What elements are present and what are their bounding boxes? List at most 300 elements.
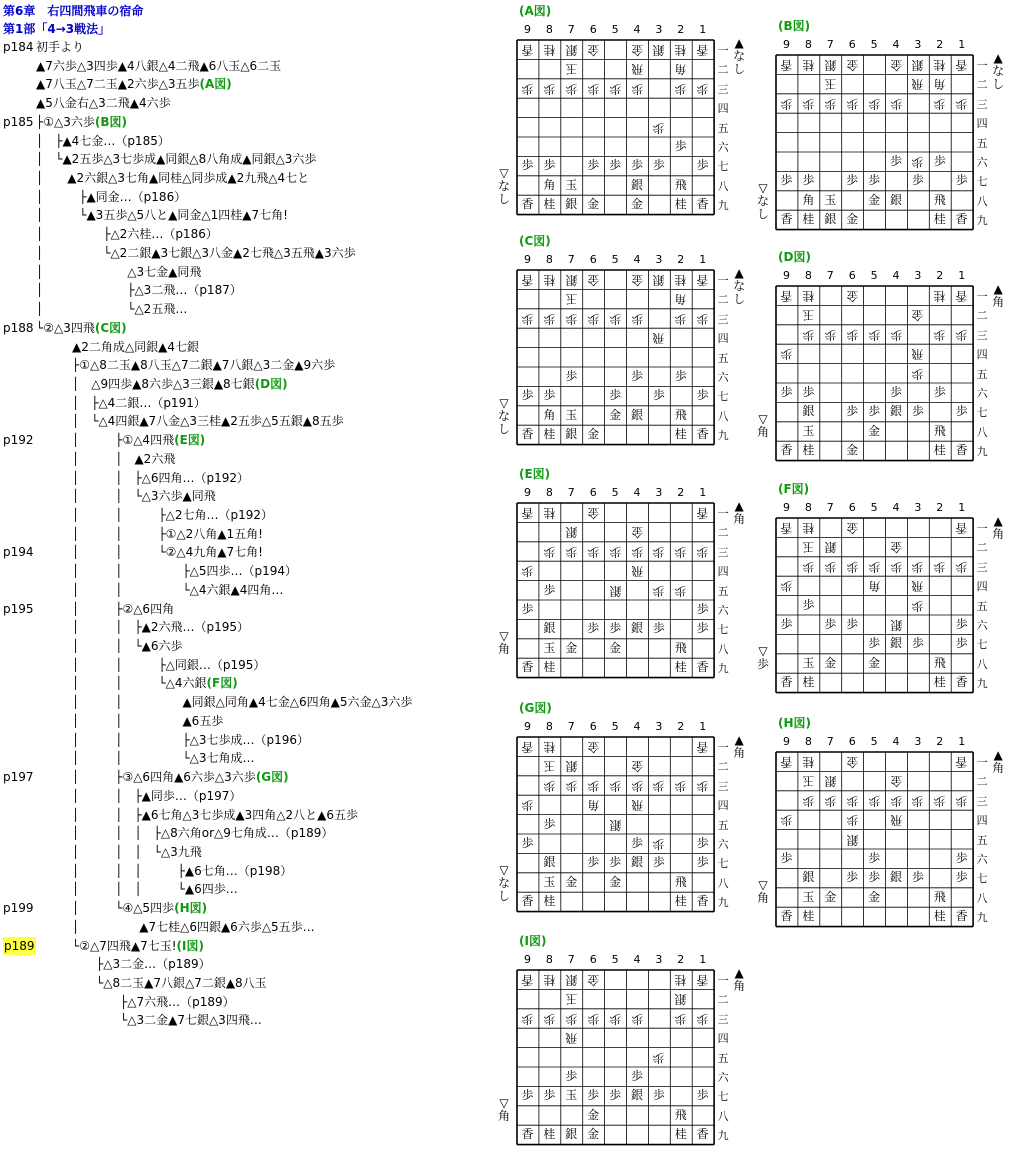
sente-piece: 歩	[543, 158, 556, 173]
sente-piece: 銀	[565, 197, 578, 212]
gote-piece: 銀	[652, 43, 665, 57]
move-line	[36, 918, 315, 936]
move-text: │ ├▲同金…（p186）	[36, 189, 187, 204]
sente-piece: 歩	[674, 369, 687, 383]
file-label: 9	[783, 735, 790, 748]
sente-piece: 香	[780, 212, 793, 227]
sente-piece: 桂	[543, 197, 556, 212]
rank-label: 九	[717, 429, 729, 443]
board-label: (I図)	[519, 934, 547, 948]
gote-piece: 歩	[609, 81, 622, 96]
gote-piece: 歩	[652, 1050, 665, 1065]
rank-label: 三	[717, 312, 729, 326]
move-line	[36, 824, 333, 842]
gote-piece: 歩	[696, 544, 709, 559]
sente-piece: 金	[587, 1107, 600, 1122]
file-label: 4	[892, 38, 900, 51]
gote-piece: 銀	[609, 583, 622, 598]
sente-piece: 歩	[955, 617, 968, 631]
move-line	[36, 300, 187, 318]
sente-piece: 桂	[933, 212, 946, 227]
gote-piece: 歩	[955, 793, 968, 808]
sente-piece: 金	[824, 655, 837, 670]
chapter-title: 第6章 右四間飛車の宿命	[3, 4, 144, 18]
sente-piece: 玉	[543, 874, 556, 889]
gote-piece: 歩	[890, 327, 903, 342]
gote-piece: 銀	[890, 618, 903, 632]
figure-ref: (H図)	[174, 901, 208, 916]
gote-piece: 歩	[802, 96, 815, 111]
file-label: 2	[936, 735, 944, 748]
gote-piece: 香	[955, 521, 968, 535]
gote-piece: 香	[521, 973, 534, 987]
move-text: │ │ ├△3七歩成…（p196）	[36, 732, 310, 747]
file-label: 3	[914, 269, 922, 282]
rank-label: 二	[717, 63, 729, 77]
gote-piece: 歩	[674, 583, 687, 598]
gote-piece: 歩	[868, 327, 881, 342]
sente-piece: 銀	[630, 177, 643, 192]
gote-piece: 玉	[543, 759, 556, 774]
move-text: │ └△4四銀▲7八金△3三桂▲2五歩△5五銀▲8五歩	[36, 414, 344, 429]
file-label: 9	[524, 253, 531, 266]
board-label: (G図)	[519, 701, 552, 715]
gote-piece: 金	[890, 774, 903, 789]
move-line	[36, 394, 206, 412]
file-label: 5	[611, 253, 619, 266]
sente-piece: 桂	[933, 675, 946, 690]
move-text: ├①△8二玉▲8八玉△7二銀▲7八銀△3二金▲9六歩	[36, 358, 336, 373]
rank-label: 八	[717, 1109, 729, 1123]
file-label: 3	[655, 23, 663, 36]
rank-label: 七	[976, 872, 988, 886]
rank-label: 一	[717, 274, 729, 287]
file-label: 9	[783, 501, 790, 514]
gote-piece: 桂	[802, 58, 815, 72]
rank-label: 二	[717, 760, 729, 774]
sente-piece: 飛	[933, 655, 946, 670]
page-ref: p184	[3, 40, 34, 54]
file-label: 7	[567, 253, 575, 266]
move-text: │ │ ├▲2六飛…（p195）	[36, 620, 250, 635]
file-label: 6	[589, 486, 597, 499]
gote-piece: 香	[696, 43, 709, 57]
file-label: 7	[567, 953, 575, 966]
rank-label: 六	[717, 141, 729, 154]
gote-piece: 歩	[696, 1011, 709, 1026]
gote-piece: 香	[780, 289, 793, 303]
move-text: │ △3七金▲同飛	[36, 264, 202, 279]
rank-label: 五	[976, 367, 988, 381]
gote-piece: 歩	[587, 81, 600, 96]
gote-piece: 角	[933, 77, 946, 92]
gote-piece: 飛	[911, 579, 924, 594]
gote-piece: 歩	[933, 96, 946, 111]
rank-label: 九	[717, 199, 729, 213]
sente-piece: 玉	[802, 889, 815, 904]
sente-piece: 歩	[696, 158, 709, 173]
file-label: 5	[611, 23, 619, 36]
rank-label: 三	[976, 328, 988, 342]
move-line	[36, 1011, 262, 1029]
sente-piece: 香	[780, 909, 793, 924]
gote-piece: 銀	[565, 525, 578, 540]
sente-piece: 歩	[696, 855, 709, 870]
sente-piece: 歩	[933, 154, 946, 168]
move-line	[36, 955, 211, 973]
file-label: 9	[524, 953, 531, 966]
rank-label: 一	[717, 44, 729, 57]
sente-piece: 玉	[543, 640, 556, 655]
move-text: │ │ ├▲6七角△3七歩成▲3四角△2八と▲6五歩	[36, 807, 358, 822]
sente-piece: 歩	[652, 388, 665, 403]
rank-label: 六	[717, 604, 729, 617]
gote-piece: 歩	[911, 366, 924, 381]
gote-piece: 歩	[631, 311, 644, 326]
gote-piece: 香	[521, 740, 534, 754]
sente-piece: 歩	[868, 636, 881, 651]
sente-piece: 歩	[609, 621, 622, 636]
board-label: (E図)	[519, 467, 551, 481]
rank-label: 四	[717, 102, 729, 116]
gote-piece: 歩	[587, 544, 600, 559]
rank-label: 一	[717, 741, 729, 754]
gote-piece: 金	[631, 273, 644, 287]
gote-piece: 金	[890, 540, 903, 555]
rank-label: 八	[976, 891, 988, 905]
sente-piece: 歩	[630, 158, 643, 173]
file-label: 8	[804, 38, 812, 51]
page-ref: p199	[3, 901, 34, 916]
rank-label: 七	[717, 390, 729, 404]
move-text: │ │ ▲6五歩	[36, 713, 224, 728]
sente-piece: 桂	[802, 675, 815, 690]
move-text: │ │ │ ├▲6七角…（p198）	[36, 863, 293, 878]
move-line	[36, 38, 84, 56]
gote-piece: 香	[955, 289, 968, 303]
gote-piece: 香	[780, 58, 793, 72]
sente-piece: 歩	[889, 385, 902, 399]
rank-label: 二	[976, 541, 988, 555]
sente-piece: 歩	[955, 173, 968, 188]
sente-piece: 金	[587, 427, 600, 442]
rank-label: 六	[717, 838, 729, 851]
gote-piece: 桂	[802, 521, 815, 535]
gote-piece: 歩	[521, 564, 534, 579]
rank-label: 三	[976, 560, 988, 574]
file-label: 2	[936, 501, 944, 514]
sente-piece: 桂	[543, 894, 556, 909]
gote-piece: 歩	[521, 1011, 534, 1026]
sente-piece: 銀	[543, 621, 556, 636]
gote-piece: 香	[780, 755, 793, 769]
gote-piece: 歩	[780, 579, 793, 594]
move-line	[36, 169, 309, 187]
file-label: 5	[870, 501, 878, 514]
sente-hand: ▲角	[992, 748, 1005, 775]
file-label: 3	[914, 735, 922, 748]
file-label: 6	[848, 269, 856, 282]
file-label: 5	[870, 38, 878, 51]
move-text: │ │ │ └▲6四歩…	[36, 882, 238, 897]
file-label: 1	[958, 269, 966, 282]
gote-piece: 銀	[824, 774, 837, 789]
move-text: ├△3二金…（p189）	[36, 957, 211, 972]
page-ref: p194	[3, 545, 34, 560]
move-text: │ ├②△6四角	[36, 601, 175, 616]
file-label: 3	[655, 486, 663, 499]
rank-label: 八	[976, 657, 988, 671]
rank-label: 四	[717, 332, 729, 346]
rank-label: 五	[717, 351, 729, 365]
move-line	[36, 450, 175, 468]
rank-label: 一	[976, 290, 988, 303]
gote-piece: 歩	[933, 327, 946, 342]
sente-piece: 飛	[674, 874, 687, 889]
move-text: │ └△2五飛…	[36, 302, 188, 317]
move-line	[36, 150, 316, 168]
sente-piece: 歩	[609, 855, 622, 870]
rank-label: 五	[717, 121, 729, 135]
move-text: │ │ │ ├△8六角or△9七角成…（p189）	[36, 826, 334, 841]
figure-ref: (D図)	[254, 376, 288, 391]
move-text: 初手より	[36, 40, 85, 54]
rank-label: 九	[976, 911, 988, 925]
file-label: 2	[677, 953, 685, 966]
gote-piece: 歩	[543, 1011, 556, 1026]
rank-label: 四	[976, 117, 988, 131]
move-line	[36, 94, 171, 112]
file-label: 8	[545, 253, 553, 266]
sente-piece: 金	[587, 197, 600, 212]
file-label: 8	[545, 953, 553, 966]
rank-label: 二	[717, 526, 729, 540]
sente-piece: 桂	[802, 443, 815, 458]
move-text: │ └▲3五歩△5八と▲同金△1四桂▲7七角!	[36, 208, 288, 223]
move-text: ▲5八金右△3二飛▲4六歩	[36, 96, 171, 111]
rank-label: 三	[717, 545, 729, 559]
sente-piece: 歩	[565, 1069, 578, 1083]
file-label: 1	[699, 720, 707, 733]
gote-piece: 歩	[674, 778, 687, 793]
sente-piece: 歩	[521, 602, 534, 616]
gote-piece: 飛	[911, 77, 924, 92]
sente-piece: 歩	[652, 1088, 665, 1103]
sente-piece: 金	[630, 197, 643, 212]
rank-label: 八	[717, 876, 729, 890]
gote-piece: 金	[846, 521, 859, 535]
move-text: │ ├①△4四飛	[36, 433, 175, 448]
gote-piece: 飛	[911, 347, 924, 362]
move-line	[36, 506, 273, 524]
gote-piece: 歩	[696, 778, 709, 793]
move-text: │ ├△3二飛…（p187）	[36, 283, 242, 298]
sente-piece: 桂	[674, 1127, 687, 1142]
sente-piece: 銀	[543, 855, 556, 870]
sente-piece: 銀	[889, 636, 902, 651]
file-label: 2	[677, 253, 685, 266]
gote-hand: ▽角	[497, 628, 510, 656]
sente-piece: 銀	[889, 192, 902, 207]
move-line	[36, 581, 283, 599]
sente-piece: 桂	[543, 660, 556, 675]
rank-label: 六	[717, 371, 729, 384]
gote-piece: 金	[846, 755, 859, 769]
gote-piece: 歩	[521, 311, 534, 326]
sente-piece: 玉	[802, 655, 815, 670]
rank-label: 四	[717, 1032, 729, 1046]
sente-piece: 桂	[674, 894, 687, 909]
sente-piece: 歩	[630, 1069, 643, 1083]
sente-piece: 歩	[911, 870, 924, 885]
gote-piece: 桂	[674, 273, 687, 287]
sente-piece: 歩	[543, 582, 556, 597]
file-label: 7	[826, 501, 834, 514]
rank-label: 八	[717, 179, 729, 193]
sente-piece: 角	[543, 177, 556, 192]
sente-piece: 銀	[824, 212, 837, 227]
file-label: 4	[633, 23, 641, 36]
gote-piece: 歩	[631, 81, 644, 96]
gote-piece: 銀	[846, 832, 859, 847]
gote-hand: ▽角	[756, 411, 769, 439]
sente-piece: 飛	[674, 177, 687, 192]
sente-piece: 銀	[565, 427, 578, 442]
board-label: (F図)	[778, 482, 810, 496]
board-label: (H図)	[778, 716, 812, 730]
rank-label: 三	[717, 779, 729, 793]
gote-piece: 歩	[824, 793, 837, 808]
sente-piece: 歩	[933, 385, 946, 399]
file-label: 3	[914, 38, 922, 51]
file-label: 6	[848, 38, 856, 51]
sente-piece: 飛	[933, 423, 946, 438]
gote-piece: 角	[868, 579, 881, 594]
gote-piece: 桂	[802, 289, 815, 303]
sente-piece: 歩	[868, 404, 881, 419]
figure-ref: (C図)	[94, 320, 127, 335]
gote-piece: 歩	[890, 96, 903, 111]
file-label: 5	[870, 735, 878, 748]
gote-piece: 歩	[846, 793, 859, 808]
gote-piece: 歩	[631, 544, 644, 559]
move-line	[36, 244, 356, 262]
rank-label: 七	[717, 1090, 729, 1104]
sente-piece: 飛	[674, 640, 687, 655]
sente-piece: 歩	[846, 173, 859, 188]
sente-piece: 香	[955, 675, 968, 690]
file-label: 5	[611, 720, 619, 733]
file-label: 4	[892, 735, 900, 748]
sente-piece: 歩	[846, 870, 859, 885]
gote-piece: 飛	[890, 813, 903, 828]
gote-hand: ▽なし	[497, 395, 510, 436]
gote-piece: 歩	[911, 155, 924, 169]
sente-piece: 歩	[652, 158, 665, 173]
file-label: 7	[567, 720, 575, 733]
move-line	[36, 543, 263, 561]
move-line	[36, 113, 127, 131]
file-label: 4	[633, 720, 641, 733]
sente-piece: 歩	[521, 836, 534, 850]
gote-piece: 歩	[933, 793, 946, 808]
move-text: └②△7四飛▲7七玉!	[36, 938, 177, 953]
sente-piece: 歩	[868, 173, 881, 188]
file-label: 3	[914, 501, 922, 514]
gote-piece: 桂	[933, 58, 946, 72]
gote-piece: 角	[674, 292, 687, 307]
gote-piece: 金	[631, 525, 644, 540]
rank-label: 一	[717, 507, 729, 520]
sente-piece: 桂	[802, 212, 815, 227]
move-text: │ └△2二銀▲3七銀△3八金▲2七飛△3五飛▲3六歩	[36, 245, 356, 260]
sente-piece: 香	[521, 197, 534, 212]
file-label: 9	[783, 38, 790, 51]
sente-piece: 香	[955, 212, 968, 227]
move-line	[36, 749, 255, 767]
sente-piece: 歩	[521, 158, 534, 173]
gote-piece: 歩	[696, 81, 709, 96]
file-label: 1	[699, 253, 707, 266]
move-text: ▲7六歩△3四歩▲4八銀△4二飛▲6八玉△6二玉	[36, 58, 282, 73]
sente-piece: 歩	[696, 836, 709, 850]
move-line	[36, 75, 232, 93]
gote-piece: 香	[955, 58, 968, 72]
file-label: 4	[892, 501, 900, 514]
rank-label: 九	[717, 662, 729, 676]
sente-piece: 歩	[868, 870, 881, 885]
move-text: │ │ └△3七角成…	[36, 751, 255, 766]
move-line	[36, 806, 358, 824]
gote-hand: ▽なし	[497, 165, 510, 206]
sente-piece: 歩	[824, 617, 837, 631]
gote-piece: 桂	[543, 973, 556, 987]
file-label: 8	[545, 486, 553, 499]
gote-piece: 玉	[802, 540, 815, 555]
gote-hand: ▽角	[756, 877, 769, 905]
gote-piece: 歩	[565, 81, 578, 96]
move-line	[36, 206, 288, 224]
rank-label: 八	[976, 425, 988, 439]
rank-label: 五	[717, 584, 729, 598]
sente-piece: 歩	[846, 404, 859, 419]
gote-piece: 金	[587, 506, 600, 520]
sente-piece: 玉	[565, 1088, 578, 1103]
sente-piece: 歩	[696, 1088, 709, 1103]
gote-hand: ▽なし	[497, 862, 510, 903]
rank-label: 二	[976, 775, 988, 789]
file-label: 5	[611, 953, 619, 966]
sente-piece: 歩	[868, 851, 881, 865]
sente-piece: 歩	[696, 602, 709, 616]
gote-piece: 金	[631, 43, 644, 57]
gote-piece: 玉	[565, 292, 578, 307]
sente-piece: 歩	[652, 621, 665, 636]
sente-piece: 桂	[933, 909, 946, 924]
file-label: 4	[633, 253, 641, 266]
gote-piece: 香	[696, 273, 709, 287]
sente-piece: 香	[955, 443, 968, 458]
sente-piece: 金	[846, 443, 859, 458]
rank-label: 六	[976, 619, 988, 632]
rank-label: 七	[717, 623, 729, 637]
file-label: 6	[848, 735, 856, 748]
part-title: 第1部「4→3戦法」	[3, 22, 111, 36]
gote-piece: 飛	[631, 62, 644, 77]
move-line	[36, 525, 263, 543]
sente-piece: 香	[696, 197, 709, 212]
sente-piece: 銀	[889, 870, 902, 885]
